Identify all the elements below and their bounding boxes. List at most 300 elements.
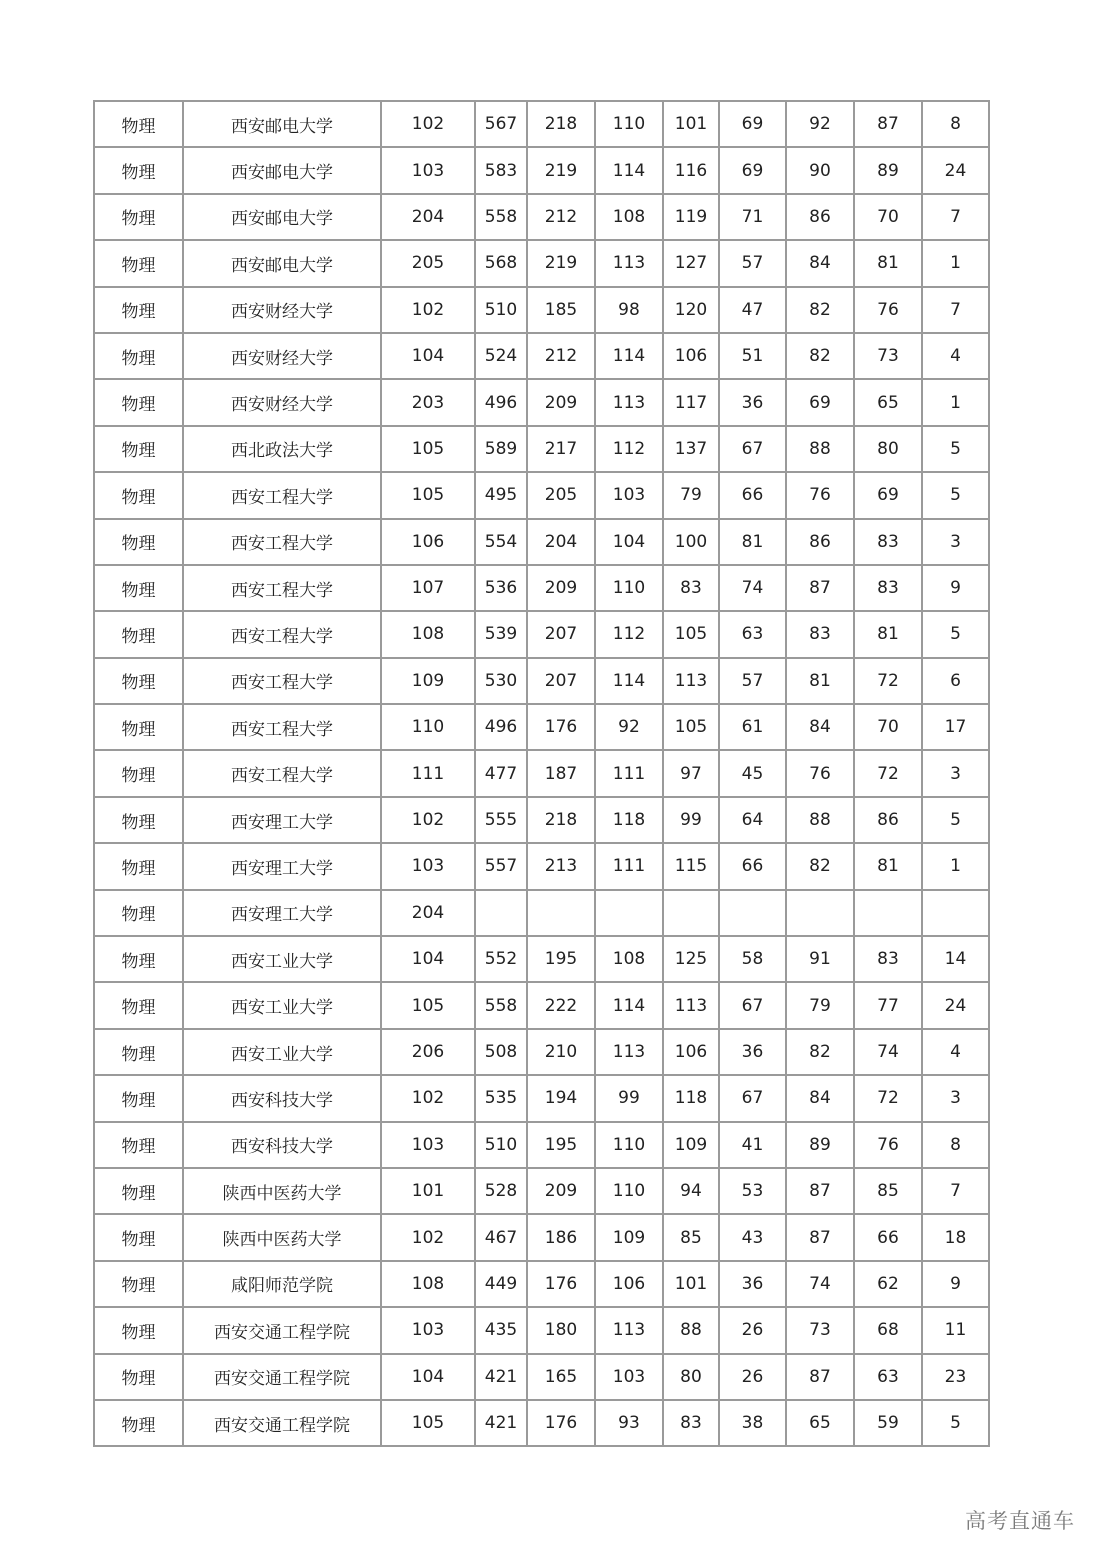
value-cell-4: 119	[663, 194, 719, 240]
value-cell-1: 583	[475, 147, 527, 193]
value-cell-1: 495	[475, 472, 527, 518]
university-cell: 西安交通工程学院	[183, 1354, 381, 1400]
code-cell: 105	[381, 1400, 475, 1446]
table-row	[94, 287, 989, 333]
value-cell-4: 94	[663, 1168, 719, 1214]
value-cell-8: 5	[922, 1400, 989, 1446]
value-cell-6: 82	[786, 287, 854, 333]
value-cell-5: 58	[719, 936, 786, 982]
table-row	[94, 472, 989, 518]
university-cell: 西安工程大学	[183, 658, 381, 704]
university-cell: 西安工业大学	[183, 1029, 381, 1075]
value-cell-8: 7	[922, 1168, 989, 1214]
value-cell-8: 3	[922, 519, 989, 565]
value-cell-8: 9	[922, 1261, 989, 1307]
table-row	[94, 1075, 989, 1121]
value-cell-1: 554	[475, 519, 527, 565]
table-row	[94, 797, 989, 843]
value-cell-3: 108	[595, 194, 663, 240]
value-cell-2: 176	[527, 1261, 595, 1307]
value-cell-2: 222	[527, 982, 595, 1028]
value-cell-6: 82	[786, 843, 854, 889]
value-cell-1: 496	[475, 704, 527, 750]
value-cell-1: 449	[475, 1261, 527, 1307]
subject-cell: 物理	[94, 1400, 183, 1446]
university-cell: 西安科技大学	[183, 1122, 381, 1168]
value-cell-1: 558	[475, 982, 527, 1028]
subject-cell: 物理	[94, 1168, 183, 1214]
value-cell-2: 165	[527, 1354, 595, 1400]
value-cell-2	[527, 890, 595, 936]
value-cell-2: 209	[527, 1168, 595, 1214]
university-cell: 西安工业大学	[183, 982, 381, 1028]
value-cell-6: 83	[786, 611, 854, 657]
value-cell-5: 69	[719, 101, 786, 147]
university-cell: 西北政法大学	[183, 426, 381, 472]
code-cell: 102	[381, 797, 475, 843]
value-cell-1: 496	[475, 379, 527, 425]
score-table	[93, 100, 990, 1447]
university-cell: 西安工程大学	[183, 611, 381, 657]
value-cell-4: 137	[663, 426, 719, 472]
value-cell-4: 113	[663, 658, 719, 704]
code-cell: 107	[381, 565, 475, 611]
subject-cell: 物理	[94, 379, 183, 425]
value-cell-6: 76	[786, 472, 854, 518]
table-row	[94, 147, 989, 193]
value-cell-7: 72	[854, 750, 922, 796]
value-cell-5: 26	[719, 1354, 786, 1400]
value-cell-8: 17	[922, 704, 989, 750]
value-cell-4: 115	[663, 843, 719, 889]
value-cell-6: 91	[786, 936, 854, 982]
value-cell-3: 114	[595, 982, 663, 1028]
table-row	[94, 982, 989, 1028]
code-cell: 108	[381, 1261, 475, 1307]
value-cell-5: 38	[719, 1400, 786, 1446]
subject-cell: 物理	[94, 565, 183, 611]
value-cell-1: 510	[475, 287, 527, 333]
university-cell: 西安工程大学	[183, 519, 381, 565]
value-cell-5: 69	[719, 147, 786, 193]
university-cell: 西安交通工程学院	[183, 1400, 381, 1446]
code-cell: 204	[381, 194, 475, 240]
value-cell-6: 65	[786, 1400, 854, 1446]
value-cell-2: 187	[527, 750, 595, 796]
value-cell-6	[786, 890, 854, 936]
table-row	[94, 519, 989, 565]
table-row	[94, 890, 989, 936]
university-cell: 西安交通工程学院	[183, 1307, 381, 1353]
value-cell-1: 477	[475, 750, 527, 796]
value-cell-3: 114	[595, 333, 663, 379]
subject-cell: 物理	[94, 843, 183, 889]
code-cell: 102	[381, 101, 475, 147]
code-cell: 203	[381, 379, 475, 425]
table-row	[94, 843, 989, 889]
value-cell-3: 110	[595, 1122, 663, 1168]
value-cell-8: 9	[922, 565, 989, 611]
value-cell-3: 114	[595, 147, 663, 193]
value-cell-4: 85	[663, 1214, 719, 1260]
table-row	[94, 1214, 989, 1260]
value-cell-3: 113	[595, 1307, 663, 1353]
value-cell-7: 72	[854, 658, 922, 704]
university-cell: 西安工业大学	[183, 936, 381, 982]
value-cell-6: 86	[786, 194, 854, 240]
value-cell-7: 62	[854, 1261, 922, 1307]
value-cell-1: 421	[475, 1354, 527, 1400]
subject-cell: 物理	[94, 194, 183, 240]
university-cell: 西安财经大学	[183, 333, 381, 379]
value-cell-4: 79	[663, 472, 719, 518]
value-cell-8: 5	[922, 472, 989, 518]
value-cell-4: 105	[663, 704, 719, 750]
value-cell-7: 85	[854, 1168, 922, 1214]
value-cell-7: 70	[854, 704, 922, 750]
subject-cell: 物理	[94, 658, 183, 704]
value-cell-3: 103	[595, 1354, 663, 1400]
value-cell-3	[595, 890, 663, 936]
subject-cell: 物理	[94, 287, 183, 333]
code-cell: 106	[381, 519, 475, 565]
table-row	[94, 333, 989, 379]
table-row	[94, 426, 989, 472]
value-cell-1: 530	[475, 658, 527, 704]
value-cell-4: 127	[663, 240, 719, 286]
value-cell-4: 106	[663, 333, 719, 379]
university-cell: 西安邮电大学	[183, 101, 381, 147]
table-row	[94, 936, 989, 982]
table-row	[94, 1029, 989, 1075]
value-cell-2: 195	[527, 1122, 595, 1168]
value-cell-3: 109	[595, 1214, 663, 1260]
value-cell-1: 589	[475, 426, 527, 472]
value-cell-2: 217	[527, 426, 595, 472]
table-row	[94, 750, 989, 796]
university-cell: 西安邮电大学	[183, 194, 381, 240]
value-cell-4: 113	[663, 982, 719, 1028]
value-cell-3: 111	[595, 750, 663, 796]
value-cell-4: 125	[663, 936, 719, 982]
university-cell: 咸阳师范学院	[183, 1261, 381, 1307]
value-cell-8: 7	[922, 287, 989, 333]
value-cell-4: 83	[663, 565, 719, 611]
value-cell-6: 79	[786, 982, 854, 1028]
value-cell-2: 176	[527, 1400, 595, 1446]
value-cell-5: 36	[719, 379, 786, 425]
value-cell-5: 53	[719, 1168, 786, 1214]
value-cell-5: 81	[719, 519, 786, 565]
code-cell: 206	[381, 1029, 475, 1075]
value-cell-1: 510	[475, 1122, 527, 1168]
subject-cell: 物理	[94, 611, 183, 657]
subject-cell: 物理	[94, 890, 183, 936]
value-cell-6: 92	[786, 101, 854, 147]
table-row	[94, 240, 989, 286]
table-row	[94, 611, 989, 657]
value-cell-8: 24	[922, 147, 989, 193]
value-cell-1: 539	[475, 611, 527, 657]
table-row	[94, 194, 989, 240]
value-cell-3: 113	[595, 1029, 663, 1075]
score-table-body	[94, 101, 989, 1446]
value-cell-7: 81	[854, 843, 922, 889]
value-cell-1: 557	[475, 843, 527, 889]
value-cell-8: 11	[922, 1307, 989, 1353]
value-cell-6: 76	[786, 750, 854, 796]
value-cell-5: 57	[719, 240, 786, 286]
value-cell-3: 112	[595, 611, 663, 657]
value-cell-7: 69	[854, 472, 922, 518]
value-cell-8: 1	[922, 843, 989, 889]
value-cell-6: 84	[786, 704, 854, 750]
value-cell-1: 552	[475, 936, 527, 982]
value-cell-2: 205	[527, 472, 595, 518]
value-cell-6: 87	[786, 1354, 854, 1400]
value-cell-2: 212	[527, 194, 595, 240]
value-cell-7: 87	[854, 101, 922, 147]
value-cell-6: 73	[786, 1307, 854, 1353]
value-cell-3: 108	[595, 936, 663, 982]
value-cell-5: 26	[719, 1307, 786, 1353]
code-cell: 101	[381, 1168, 475, 1214]
value-cell-4: 118	[663, 1075, 719, 1121]
value-cell-7: 81	[854, 240, 922, 286]
value-cell-2: 219	[527, 147, 595, 193]
subject-cell: 物理	[94, 240, 183, 286]
value-cell-7: 76	[854, 287, 922, 333]
value-cell-3: 110	[595, 101, 663, 147]
value-cell-7: 81	[854, 611, 922, 657]
subject-cell: 物理	[94, 1261, 183, 1307]
value-cell-8: 3	[922, 750, 989, 796]
value-cell-1: 558	[475, 194, 527, 240]
university-cell: 西安工程大学	[183, 750, 381, 796]
table-row	[94, 1307, 989, 1353]
value-cell-1: 421	[475, 1400, 527, 1446]
value-cell-4	[663, 890, 719, 936]
code-cell: 103	[381, 1122, 475, 1168]
value-cell-2: 219	[527, 240, 595, 286]
value-cell-5: 51	[719, 333, 786, 379]
value-cell-7: 77	[854, 982, 922, 1028]
value-cell-5: 71	[719, 194, 786, 240]
subject-cell: 物理	[94, 333, 183, 379]
value-cell-7: 74	[854, 1029, 922, 1075]
code-cell: 103	[381, 1307, 475, 1353]
value-cell-1: 567	[475, 101, 527, 147]
value-cell-1: 528	[475, 1168, 527, 1214]
value-cell-8: 18	[922, 1214, 989, 1260]
value-cell-5: 67	[719, 426, 786, 472]
value-cell-4: 101	[663, 101, 719, 147]
value-cell-7: 68	[854, 1307, 922, 1353]
value-cell-8	[922, 890, 989, 936]
subject-cell: 物理	[94, 519, 183, 565]
value-cell-5: 67	[719, 982, 786, 1028]
code-cell: 111	[381, 750, 475, 796]
value-cell-7: 63	[854, 1354, 922, 1400]
code-cell: 104	[381, 1354, 475, 1400]
university-cell: 西安邮电大学	[183, 240, 381, 286]
table-row	[94, 1354, 989, 1400]
value-cell-2: 180	[527, 1307, 595, 1353]
value-cell-2: 209	[527, 379, 595, 425]
value-cell-6: 89	[786, 1122, 854, 1168]
value-cell-2: 186	[527, 1214, 595, 1260]
value-cell-6: 69	[786, 379, 854, 425]
code-cell: 104	[381, 333, 475, 379]
value-cell-1: 568	[475, 240, 527, 286]
table-row	[94, 1261, 989, 1307]
value-cell-8: 14	[922, 936, 989, 982]
value-cell-8: 24	[922, 982, 989, 1028]
code-cell: 105	[381, 472, 475, 518]
value-cell-8: 1	[922, 379, 989, 425]
value-cell-7: 83	[854, 519, 922, 565]
code-cell: 104	[381, 936, 475, 982]
value-cell-1: 535	[475, 1075, 527, 1121]
university-cell: 西安工程大学	[183, 565, 381, 611]
value-cell-6: 88	[786, 426, 854, 472]
value-cell-6: 82	[786, 333, 854, 379]
value-cell-2: 194	[527, 1075, 595, 1121]
value-cell-2: 218	[527, 797, 595, 843]
value-cell-1: 508	[475, 1029, 527, 1075]
value-cell-8: 8	[922, 1122, 989, 1168]
value-cell-6: 87	[786, 565, 854, 611]
value-cell-8: 1	[922, 240, 989, 286]
value-cell-8: 3	[922, 1075, 989, 1121]
value-cell-7: 89	[854, 147, 922, 193]
university-cell: 西安理工大学	[183, 797, 381, 843]
value-cell-5: 74	[719, 565, 786, 611]
value-cell-2: 209	[527, 565, 595, 611]
code-cell: 103	[381, 843, 475, 889]
value-cell-3: 104	[595, 519, 663, 565]
value-cell-2: 210	[527, 1029, 595, 1075]
subject-cell: 物理	[94, 147, 183, 193]
value-cell-7: 76	[854, 1122, 922, 1168]
value-cell-6: 82	[786, 1029, 854, 1075]
value-cell-1: 536	[475, 565, 527, 611]
value-cell-3: 99	[595, 1075, 663, 1121]
value-cell-4: 83	[663, 1400, 719, 1446]
code-cell: 102	[381, 1214, 475, 1260]
table-row	[94, 704, 989, 750]
value-cell-5: 36	[719, 1261, 786, 1307]
subject-cell: 物理	[94, 797, 183, 843]
value-cell-8: 7	[922, 194, 989, 240]
value-cell-8: 8	[922, 101, 989, 147]
code-cell: 108	[381, 611, 475, 657]
subject-cell: 物理	[94, 426, 183, 472]
value-cell-3: 98	[595, 287, 663, 333]
value-cell-3: 92	[595, 704, 663, 750]
value-cell-3: 112	[595, 426, 663, 472]
value-cell-5: 61	[719, 704, 786, 750]
code-cell: 102	[381, 287, 475, 333]
value-cell-5: 63	[719, 611, 786, 657]
university-cell: 西安财经大学	[183, 379, 381, 425]
value-cell-5: 66	[719, 843, 786, 889]
subject-cell: 物理	[94, 936, 183, 982]
subject-cell: 物理	[94, 1354, 183, 1400]
subject-cell: 物理	[94, 1075, 183, 1121]
value-cell-7: 86	[854, 797, 922, 843]
value-cell-5: 36	[719, 1029, 786, 1075]
value-cell-1: 467	[475, 1214, 527, 1260]
value-cell-3: 113	[595, 379, 663, 425]
value-cell-6: 88	[786, 797, 854, 843]
value-cell-7: 72	[854, 1075, 922, 1121]
subject-cell: 物理	[94, 1029, 183, 1075]
watermark-text: 高考直通车	[965, 1509, 1075, 1533]
subject-cell: 物理	[94, 1122, 183, 1168]
value-cell-4: 117	[663, 379, 719, 425]
value-cell-8: 5	[922, 426, 989, 472]
value-cell-4: 100	[663, 519, 719, 565]
value-cell-3: 111	[595, 843, 663, 889]
table-row	[94, 379, 989, 425]
value-cell-8: 4	[922, 1029, 989, 1075]
table-row	[94, 658, 989, 704]
value-cell-4: 97	[663, 750, 719, 796]
value-cell-5	[719, 890, 786, 936]
value-cell-6: 74	[786, 1261, 854, 1307]
value-cell-2: 195	[527, 936, 595, 982]
value-cell-3: 110	[595, 565, 663, 611]
value-cell-4: 99	[663, 797, 719, 843]
subject-cell: 物理	[94, 472, 183, 518]
value-cell-6: 84	[786, 1075, 854, 1121]
code-cell: 105	[381, 982, 475, 1028]
value-cell-5: 45	[719, 750, 786, 796]
subject-cell: 物理	[94, 101, 183, 147]
value-cell-3: 103	[595, 472, 663, 518]
table-row	[94, 1122, 989, 1168]
value-cell-1: 555	[475, 797, 527, 843]
value-cell-4: 106	[663, 1029, 719, 1075]
value-cell-5: 41	[719, 1122, 786, 1168]
value-cell-7: 59	[854, 1400, 922, 1446]
value-cell-8: 4	[922, 333, 989, 379]
value-cell-1	[475, 890, 527, 936]
code-cell: 205	[381, 240, 475, 286]
university-cell: 陕西中医药大学	[183, 1168, 381, 1214]
value-cell-6: 81	[786, 658, 854, 704]
university-cell: 陕西中医药大学	[183, 1214, 381, 1260]
value-cell-5: 43	[719, 1214, 786, 1260]
value-cell-4: 88	[663, 1307, 719, 1353]
value-cell-4: 101	[663, 1261, 719, 1307]
university-cell: 西安工程大学	[183, 472, 381, 518]
subject-cell: 物理	[94, 1307, 183, 1353]
value-cell-5: 67	[719, 1075, 786, 1121]
value-cell-8: 5	[922, 611, 989, 657]
value-cell-6: 84	[786, 240, 854, 286]
value-cell-6: 90	[786, 147, 854, 193]
value-cell-3: 114	[595, 658, 663, 704]
value-cell-3: 113	[595, 240, 663, 286]
code-cell: 110	[381, 704, 475, 750]
value-cell-6: 86	[786, 519, 854, 565]
table-row	[94, 101, 989, 147]
university-cell: 西安财经大学	[183, 287, 381, 333]
value-cell-7: 73	[854, 333, 922, 379]
value-cell-7: 70	[854, 194, 922, 240]
